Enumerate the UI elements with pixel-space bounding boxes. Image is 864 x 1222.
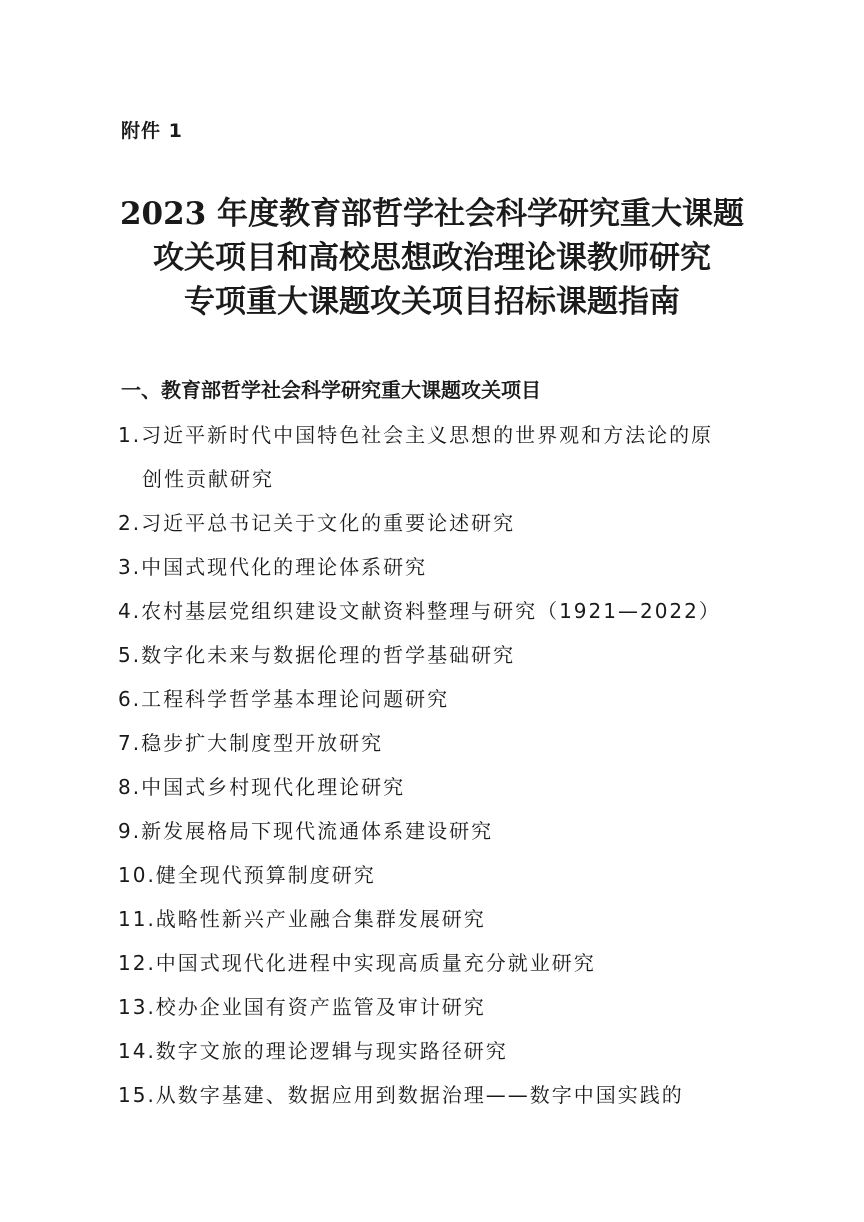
- item-text: 13.校办企业国有资产监管及审计研究: [118, 995, 486, 1019]
- item-text: 6.工程科学哲学基本理论问题研究: [118, 687, 450, 711]
- attachment-label: 附件 1: [121, 120, 183, 142]
- title-line: 攻关项目和高校思想政治理论课教师研究: [153, 240, 711, 276]
- item-text: 5.数字化未来与数据伦理的哲学基础研究: [118, 643, 516, 667]
- list-item: [118, 809, 778, 853]
- item-text: 8.中国式乡村现代化理论研究: [118, 775, 406, 799]
- list-item: [118, 1029, 778, 1073]
- item-text: 11.战略性新兴产业融合集群发展研究: [118, 907, 486, 931]
- item-text: 3.中国式现代化的理论体系研究: [118, 555, 428, 579]
- item-text: 7.稳步扩大制度型开放研究: [118, 731, 384, 755]
- item-text: 2.习近平总书记关于文化的重要论述研究: [118, 511, 516, 535]
- document-title: [60, 192, 804, 324]
- section-heading: 一、教育部哲学社会科学研究重大课题攻关项目: [121, 378, 541, 402]
- item-text-continued: 创性贡献研究: [142, 467, 274, 491]
- list-item: [118, 985, 778, 1029]
- item-text: 9.新发展格局下现代流通体系建设研究: [118, 819, 494, 843]
- list-item: [118, 413, 778, 501]
- item-text: 1.习近平新时代中国特色社会主义思想的世界观和方法论的原: [118, 423, 714, 447]
- list-item: [118, 721, 778, 765]
- list-item: [118, 765, 778, 809]
- list-item: [118, 589, 778, 633]
- topic-list: [118, 413, 778, 1117]
- title-line: 2023 年度教育部哲学社会科学研究重大课题: [119, 196, 745, 232]
- list-item: [118, 545, 778, 589]
- list-item: [118, 677, 778, 721]
- item-text: 14.数字文旅的理论逻辑与现实路径研究: [118, 1039, 508, 1063]
- item-text: 4.农村基层党组织建设文献资料整理与研究（1921—2022）: [118, 599, 721, 623]
- list-item: [118, 941, 778, 985]
- list-item: [118, 501, 778, 545]
- item-text: 12.中国式现代化进程中实现高质量充分就业研究: [118, 951, 596, 975]
- item-text: 15.从数字基建、数据应用到数据治理——数字中国实践的: [118, 1083, 684, 1107]
- item-text: 10.健全现代预算制度研究: [118, 863, 376, 887]
- title-line: 专项重大课题攻关项目招标课题指南: [184, 284, 680, 320]
- list-item: [118, 897, 778, 941]
- list-item: [118, 1073, 778, 1117]
- list-item: [118, 633, 778, 677]
- list-item: [118, 853, 778, 897]
